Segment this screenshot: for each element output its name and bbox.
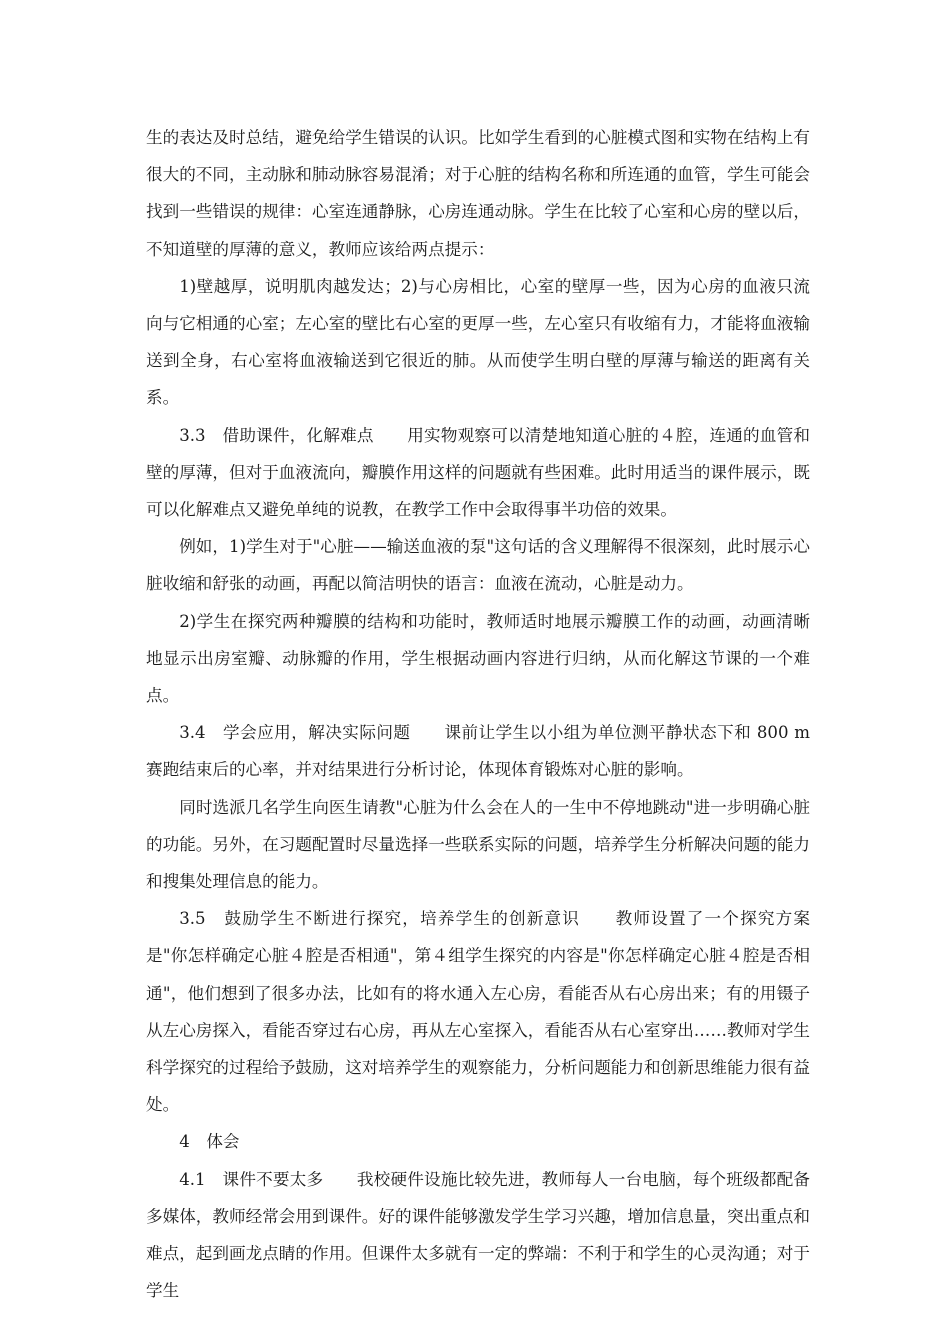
article-body <box>146 119 810 1310</box>
paragraph-section-4-1: 4.1 课件不要太多 我校硬件设施比较先进，教师每人一台电脑，每个班级都配备多媒体，教师经常会用到课件。好的课件能够激发学生学习兴趣，增加信息量，突出重点和难点，起到画龙点睛的作用。但课件太多就有一定的弊端：不利于和学生的心灵沟通；对于学生 <box>146 1169 810 1301</box>
paragraph-section-3-5: 3.5 鼓励学生不断进行探究，培养学生的创新意识 教师设置了一个探究方案是"你怎样确定心脏４腔是否相通"，第４组学生探究的内容是"你怎样确定心脏４腔是否相通"，他们想到了很多办法，比如有的将水通入左心房，看能否从右心房出来；有的用镊子从左心房探入，看能否穿过右心房，再从左心室探入，看能否从右心室穿出……教师对学生科学探究的过程给予鼓励，这对培养学生的观察能力，分析问题能力和创新思维能力很有益处。 <box>146 909 810 1115</box>
heading-section-4: 4 体会 <box>179 1132 240 1152</box>
paragraph-doctor-consult: 同时选派几名学生向医生请教"心脏为什么会在人的一生中不停地跳动"进一步明确心脏的功能。另外，在习题配置时尽量选择一些联系实际的问题，培养学生分析解决问题的能力和搜集处理信息的能力。 <box>146 797 810 892</box>
paragraph-section-3-3: 3.3 借助课件，化解难点 用实物观察可以清楚地知道心脏的４腔，连通的血管和壁的厚薄，但对于血液流向，瓣膜作用这样的问题就有些困难。此时用适当的课件展示，既可以化解难点又避免单纯的说教，在教学工作中会取得事半功倍的效果。 <box>146 425 810 520</box>
paragraph-continuation: 生的表达及时总结，避免给学生错误的认识。比如学生看到的心脏模式图和实物在结构上有很大的不同，主动脉和肺动脉容易混淆；对于心脏的结构名称和所连通的血管，学生可能会找到一些错误的规律：心室连通静脉，心房连通动脉。学生在比较了心室和心房的壁以后，不知道壁的厚薄的意义，教师应该给两点提示： <box>146 128 810 259</box>
paragraph-example-2: 2)学生在探究两种瓣膜的结构和功能时，教师适时地展示瓣膜工作的动画，动画清晰地显示出房室瓣、动脉瓣的作用，学生根据动画内容进行归纳，从而化解这节课的一个难点。 <box>146 611 810 706</box>
paragraph-section-3-4: 3.4 学会应用，解决实际问题 课前让学生以小组为单位测平静状态下和 800 m赛跑结束后的心率，并对结果进行分析讨论，体现体育锻炼对心脏的影响。 <box>146 723 810 780</box>
paragraph-wall-thickness-hints: 1)壁越厚，说明肌肉越发达；2)与心房相比，心室的壁厚一些，因为心房的血液只流向与它相通的心室；左心室的壁比右心室的更厚一些，左心室只有收缩有力，才能将血液输送到全身，右心室将血液输送到它很近的肺。从而使学生明白壁的厚薄与输送的距离有关系。 <box>146 276 810 408</box>
paragraph-example-1: 例如，1)学生对于"心脏——输送血液的泵"这句话的含义理解得不很深刻，此时展示心脏收缩和舒张的动画，再配以简洁明快的语言：血液在流动，心脏是动力。 <box>146 537 810 594</box>
